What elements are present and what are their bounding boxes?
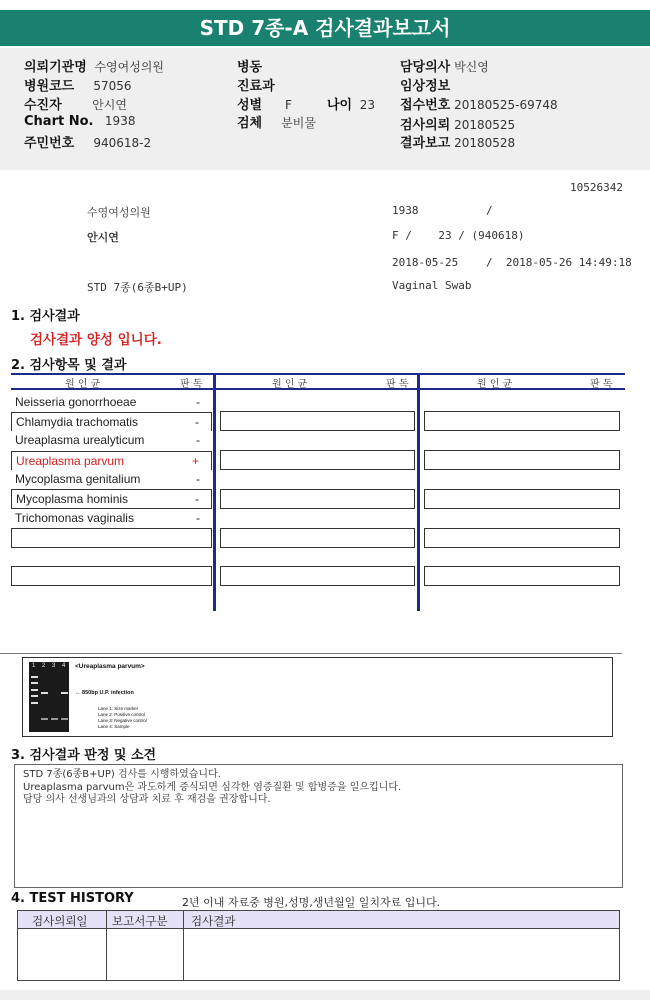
lane-number: 4 xyxy=(62,663,66,669)
header-field: 나이 23 xyxy=(327,98,376,113)
table-row-positive: Ureaplasma parvum + xyxy=(11,451,212,471)
header-field: 진료과 xyxy=(237,79,275,94)
empty-cell xyxy=(424,489,620,509)
lane-number: 1 xyxy=(32,663,36,669)
empty-cell xyxy=(220,450,415,470)
col-header-judge: 판 독 xyxy=(386,379,409,390)
gel-legend-item: Lane 2: Positive control xyxy=(98,712,145,717)
table-row xyxy=(11,528,212,548)
test-name: STD 7종(6종B+UP) xyxy=(87,281,188,294)
header-field: Chart No. 1938 xyxy=(24,114,136,129)
report-title: STD 7종-A 검사결과보고서 xyxy=(0,10,650,46)
report-number: 10526342 xyxy=(570,181,623,194)
lane-number: 2 xyxy=(42,663,46,669)
patient-name: 안시연 xyxy=(87,231,119,244)
date-received: 2018-05-25 xyxy=(392,256,459,269)
header-field: 검체 분비물 xyxy=(237,116,316,131)
col-header-organism: 원 인 균 xyxy=(272,379,308,390)
gel-electrophoresis-image xyxy=(29,662,69,732)
table-row: Mycoplasma hominis - xyxy=(11,489,212,509)
section-title: 2. 검사항목 및 결과 xyxy=(11,358,127,373)
positive-result-message: 검사결과 양성 입니다. xyxy=(30,332,162,348)
header-field: 병동 xyxy=(237,60,263,75)
table-header-rule xyxy=(11,388,625,390)
header-field: 병원코드 57056 xyxy=(24,79,132,94)
col-header-judge: 판 독 xyxy=(590,379,613,390)
clinic-name: 수영여성의원 xyxy=(87,206,151,219)
opinion-line: 담당 의사 선생님과의 상담과 치료 후 재검을 권장합니다. xyxy=(23,794,271,805)
gel-title: <Ureaplasma parvum> xyxy=(75,663,145,670)
col-header-organism: 원 인 균 xyxy=(65,379,101,390)
header-field: 검사의뢰 20180525 xyxy=(400,118,516,133)
section-title: 4. TEST HISTORY xyxy=(11,891,134,906)
table-row: Chlamydia trachomatis - xyxy=(11,412,212,432)
table-row: Ureaplasma urealyticum - xyxy=(11,431,212,451)
empty-cell xyxy=(424,566,620,586)
header-field: 임상정보 xyxy=(400,79,451,94)
history-col-header: 보고서구분 xyxy=(112,914,168,928)
date-reported: / 2018-05-26 14:49:18 xyxy=(486,256,632,269)
opinion-line: Ureaplasma parvum은 과도하게 증식되면 심각한 염증질환 및 합병증을 일으킵니다. xyxy=(23,781,402,793)
gel-band-label: ← 850bp U.P. infection xyxy=(75,690,134,696)
history-table xyxy=(17,910,620,981)
table-top-rule xyxy=(11,373,625,375)
lane-number: 3 xyxy=(52,663,56,669)
empty-cell xyxy=(424,450,620,470)
opinion-box xyxy=(14,764,623,888)
table-row: Trichomonas vaginalis - xyxy=(11,509,212,529)
header-field: 의뢰기관명 수영여성의원 xyxy=(24,60,164,75)
gel-image-panel xyxy=(22,657,613,737)
column-divider xyxy=(106,911,107,980)
empty-cell xyxy=(424,411,620,431)
header-field: 성별 F xyxy=(237,98,292,113)
gel-legend-item: Lane 1: Size marker xyxy=(98,706,139,711)
header-field: 수진자 안시연 xyxy=(24,98,127,113)
opinion-line: STD 7종(6종B+UP) 검사를 시행하였습니다. xyxy=(23,769,221,780)
table-row xyxy=(11,566,212,586)
col-header-organism: 원 인 균 xyxy=(477,379,513,390)
patient-info-header xyxy=(0,48,650,170)
header-field: 담당의사 박신영 xyxy=(400,60,489,75)
history-table-header xyxy=(18,911,619,929)
section-divider xyxy=(0,653,622,654)
table-row: Neisseria gonorrhoeae - xyxy=(11,393,212,413)
empty-cell xyxy=(424,528,620,548)
header-field: 결과보고 20180528 xyxy=(400,136,516,151)
chart-number: 1938 xyxy=(392,204,419,217)
header-field: 접수번호 20180525-69748 xyxy=(400,98,558,113)
history-col-header: 검사결과 xyxy=(191,914,236,928)
empty-cell xyxy=(220,566,415,586)
header-field: 주민번호 940618-2 xyxy=(24,136,152,151)
empty-cell xyxy=(220,528,415,548)
column-divider xyxy=(417,373,420,611)
empty-cell xyxy=(220,489,415,509)
empty-cell xyxy=(220,411,415,431)
table-row: Mycoplasma genitalium - xyxy=(11,470,212,490)
column-divider xyxy=(183,911,184,980)
section-title: 1. 검사결과 xyxy=(11,309,80,324)
section-title: 3. 검사결과 판정 및 소견 xyxy=(11,748,157,763)
gel-legend-item: Lane 3: Negative control xyxy=(98,718,147,723)
gel-legend-item: Lane 4: Sample xyxy=(98,724,130,729)
column-divider xyxy=(213,373,216,611)
page-footer xyxy=(0,990,650,1000)
history-note: 2년 이내 자료중 병원,성명,생년월일 일치자료 입니다. xyxy=(182,896,441,909)
specimen: Vaginal Swab xyxy=(392,279,472,292)
chart-separator: / xyxy=(486,204,493,217)
sex-age: F / 23 / (940618) xyxy=(392,229,525,242)
history-col-header: 검사의뢰일 xyxy=(32,914,88,928)
col-header-judge: 판 독 xyxy=(180,379,203,390)
